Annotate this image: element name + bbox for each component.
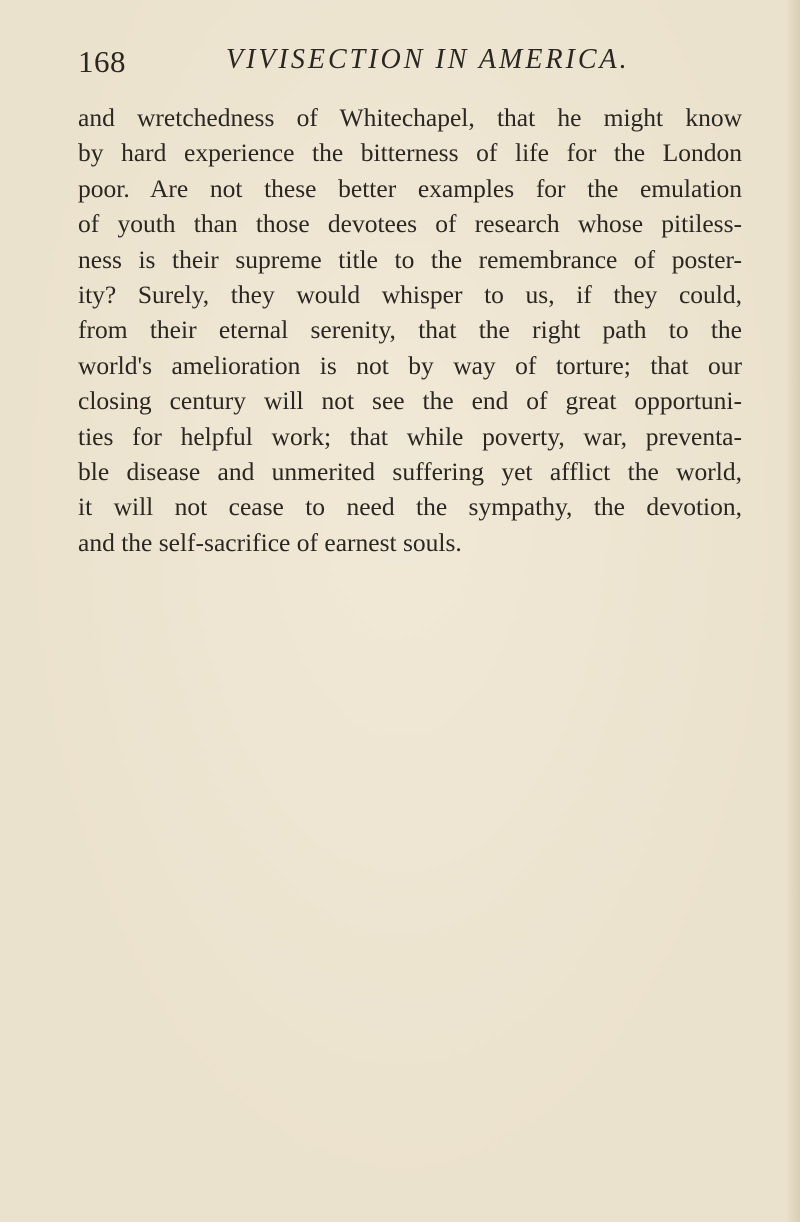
- page-number: 168: [78, 44, 126, 79]
- text-line: poor. Are not these better examples for the emulation: [78, 173, 742, 203]
- body-paragraph: [78, 100, 742, 560]
- text-line: and the self-sacrifice of earnest souls.: [78, 527, 462, 557]
- text-line: by hard experience the bitterness of life for the London: [78, 138, 742, 168]
- text-line: ties for helpful work; that while poverty, war, preventa-: [78, 421, 742, 451]
- text-line: closing century will not see the end of great opportuni-: [78, 386, 742, 416]
- running-title: VIVISECTION IN AMERICA.: [226, 44, 630, 75]
- page-edge-shadow: [786, 0, 800, 1222]
- text-line: of youth than those devotees of research whose pitiless-: [78, 209, 742, 239]
- text-line: ity? Surely, they would whisper to us, if they could,: [78, 280, 742, 310]
- text-line: from their eternal serenity, that the right path to the: [78, 315, 742, 345]
- text-line: world's amelioration is not by way of torture; that our: [78, 350, 742, 380]
- text-line: ness is their supreme title to the remembrance of poster-: [78, 244, 742, 274]
- running-head: [78, 44, 738, 84]
- text-line: ble disease and unmerited suffering yet afflict the world,: [78, 457, 742, 487]
- text-line: and wretchedness of Whitechapel, that he might know: [78, 103, 742, 132]
- text-line: it will not cease to need the sympathy, the devotion,: [78, 492, 742, 522]
